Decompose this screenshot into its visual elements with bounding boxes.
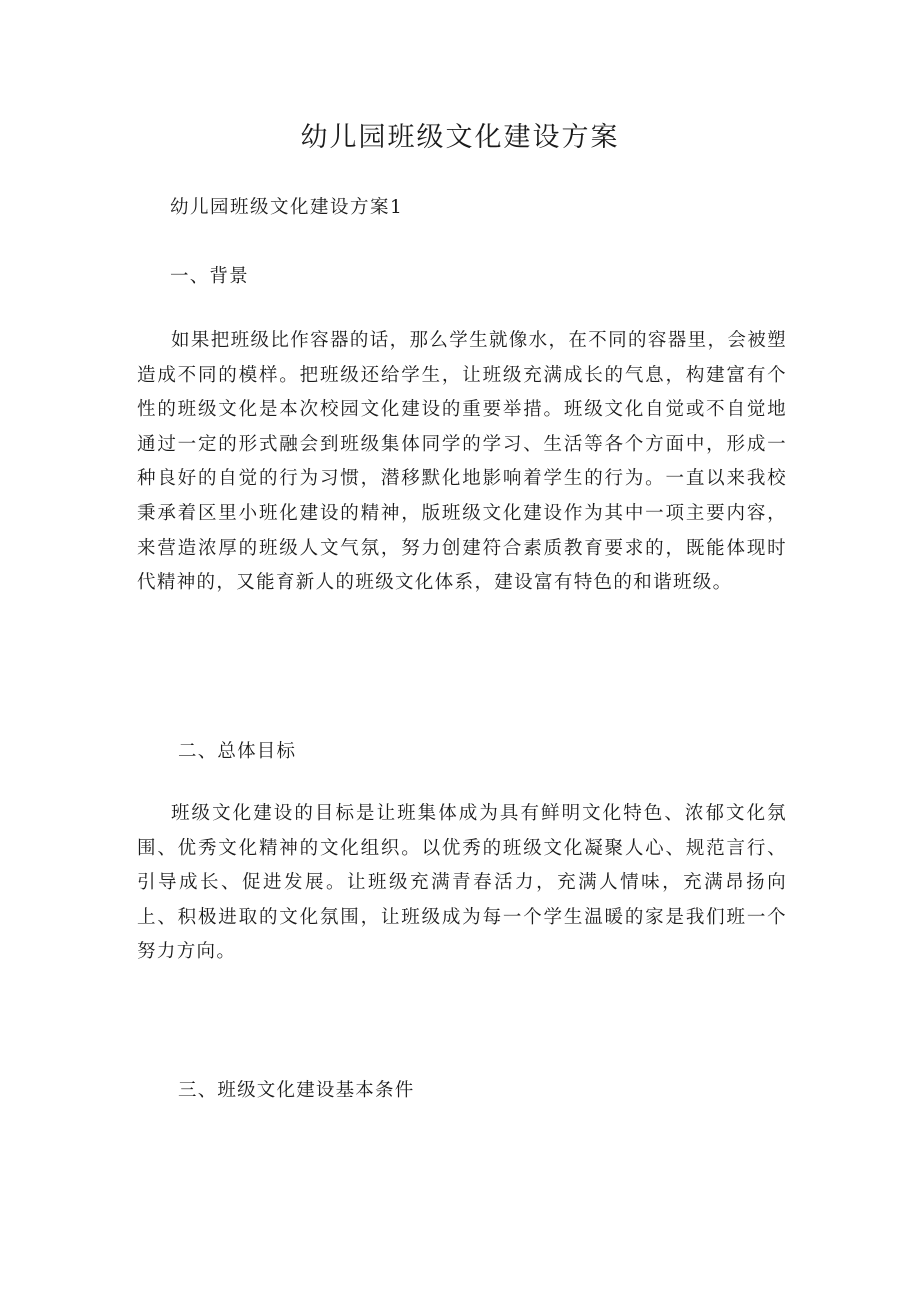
section-heading-conditions: 三、班级文化建设基本条件 [178,1080,415,1101]
section-heading-goals: 二、总体目标 [178,741,297,762]
document-title: 幼儿园班级文化建设方案 [300,122,620,153]
document-subtitle: 幼儿园班级文化建设方案1 [170,197,404,218]
section-paragraph-background: 如果把班级比作容器的话，那么学生就像水，在不同的容器里，会被塑造成不同的模样。把班级还给学生，让班级充满成长的气息，构建富有个性的班级文化是本次校园文化建设的重要举措。班级文化自觉或不自觉地通过一定的形式融会到班级集体同学的学习、生活等各个方面中，形成一种良好的自觉的行为习惯，潜移默化地影响着学生的行为。一直以来我校秉承着区里小班化建设的精神，版班级文化建设作为其中一项主要内容，来营造浓厚的班级人文气氛，努力创建符合素质教育要求的，既能体现时代精神的，又能育新人的班级文化体系，建设富有特色的和谐班级。 [137,330,787,594]
section-heading-background: 一、背景 [170,266,249,287]
section-paragraph-goals: 班级文化建设的目标是让班集体成为具有鲜明文化特色、浓郁文化氛围、优秀文化精神的文化组织。以优秀的班级文化凝聚人心、规范言行、引导成长、促进发展。让班级充满青春活力，充满人情味，充满昂扬向上、积极进取的文化氛围，让班级成为每一个学生温暖的家是我们班一个努力方向。 [137,803,787,963]
